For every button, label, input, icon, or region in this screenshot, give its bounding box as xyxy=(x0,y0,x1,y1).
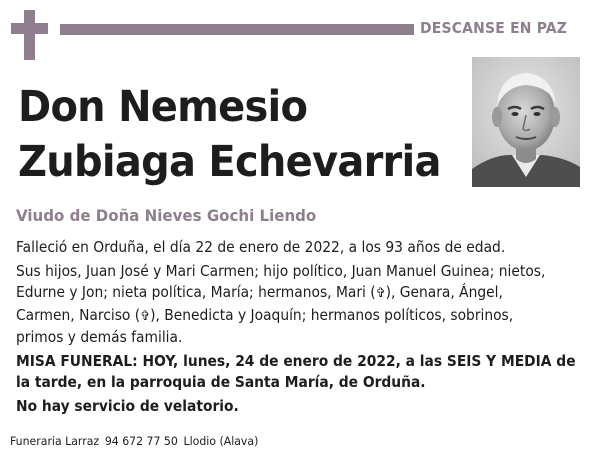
funeral-line2: la tarde, en la parroquia de Santa María, de Orduña. xyxy=(16,373,426,392)
family-line4: primos y demás familia. xyxy=(16,327,183,346)
family-line3b: ), Benedicta y Joaquín; hermanos políticos, sobrinos, xyxy=(150,305,514,324)
header-divider-bar xyxy=(60,24,414,35)
cross-icon: ✞ xyxy=(375,286,386,302)
funeral-home-footer xyxy=(10,434,264,448)
death-notice: Falleció en Orduña, el día 22 de enero de 2022, a los 93 años de edad. xyxy=(16,238,506,256)
funeral-line1: MISA FUNERAL: HOY, lunes, 24 de enero de 2022, a las SEIS Y MEDIA de xyxy=(16,352,576,371)
funeral-home-location: Llodio (Alava) xyxy=(183,434,259,448)
cross-icon-vertical xyxy=(24,10,35,60)
funeral-mass-notice xyxy=(16,351,576,393)
deceased-name-line1: Don Nemesio xyxy=(18,82,308,132)
family-list xyxy=(16,261,576,348)
cross-icon: ✞ xyxy=(140,308,151,324)
header-label: DESCANSE EN PAZ xyxy=(420,19,568,37)
family-line2a: Edurne y Jon; nieta política, María; hermanos, Mari ( xyxy=(16,283,376,302)
family-line3a: Carmen, Narciso ( xyxy=(16,305,141,324)
obituary-body xyxy=(16,237,576,421)
family-line1: Sus hijos, Juan José y Mari Carmen; hijo político, Juan Manuel Guinea; nietos, xyxy=(16,262,546,281)
wake-notice: No hay servicio de velatorio. xyxy=(16,397,239,416)
cross-icon-horizontal xyxy=(11,23,48,34)
funeral-home-phone: 94 672 77 50 xyxy=(104,434,178,448)
portrait-photo xyxy=(472,57,580,187)
portrait-image xyxy=(472,57,580,187)
deceased-name xyxy=(18,80,441,190)
funeral-home-name: Funeraria Larraz xyxy=(10,434,100,448)
deceased-name-line2: Zubiaga Echevarria xyxy=(18,137,441,187)
family-line2b: ), Genara, Ángel, xyxy=(385,283,503,302)
widower-subtitle: Viudo de Doña Nieves Gochi Liendo xyxy=(16,206,317,225)
